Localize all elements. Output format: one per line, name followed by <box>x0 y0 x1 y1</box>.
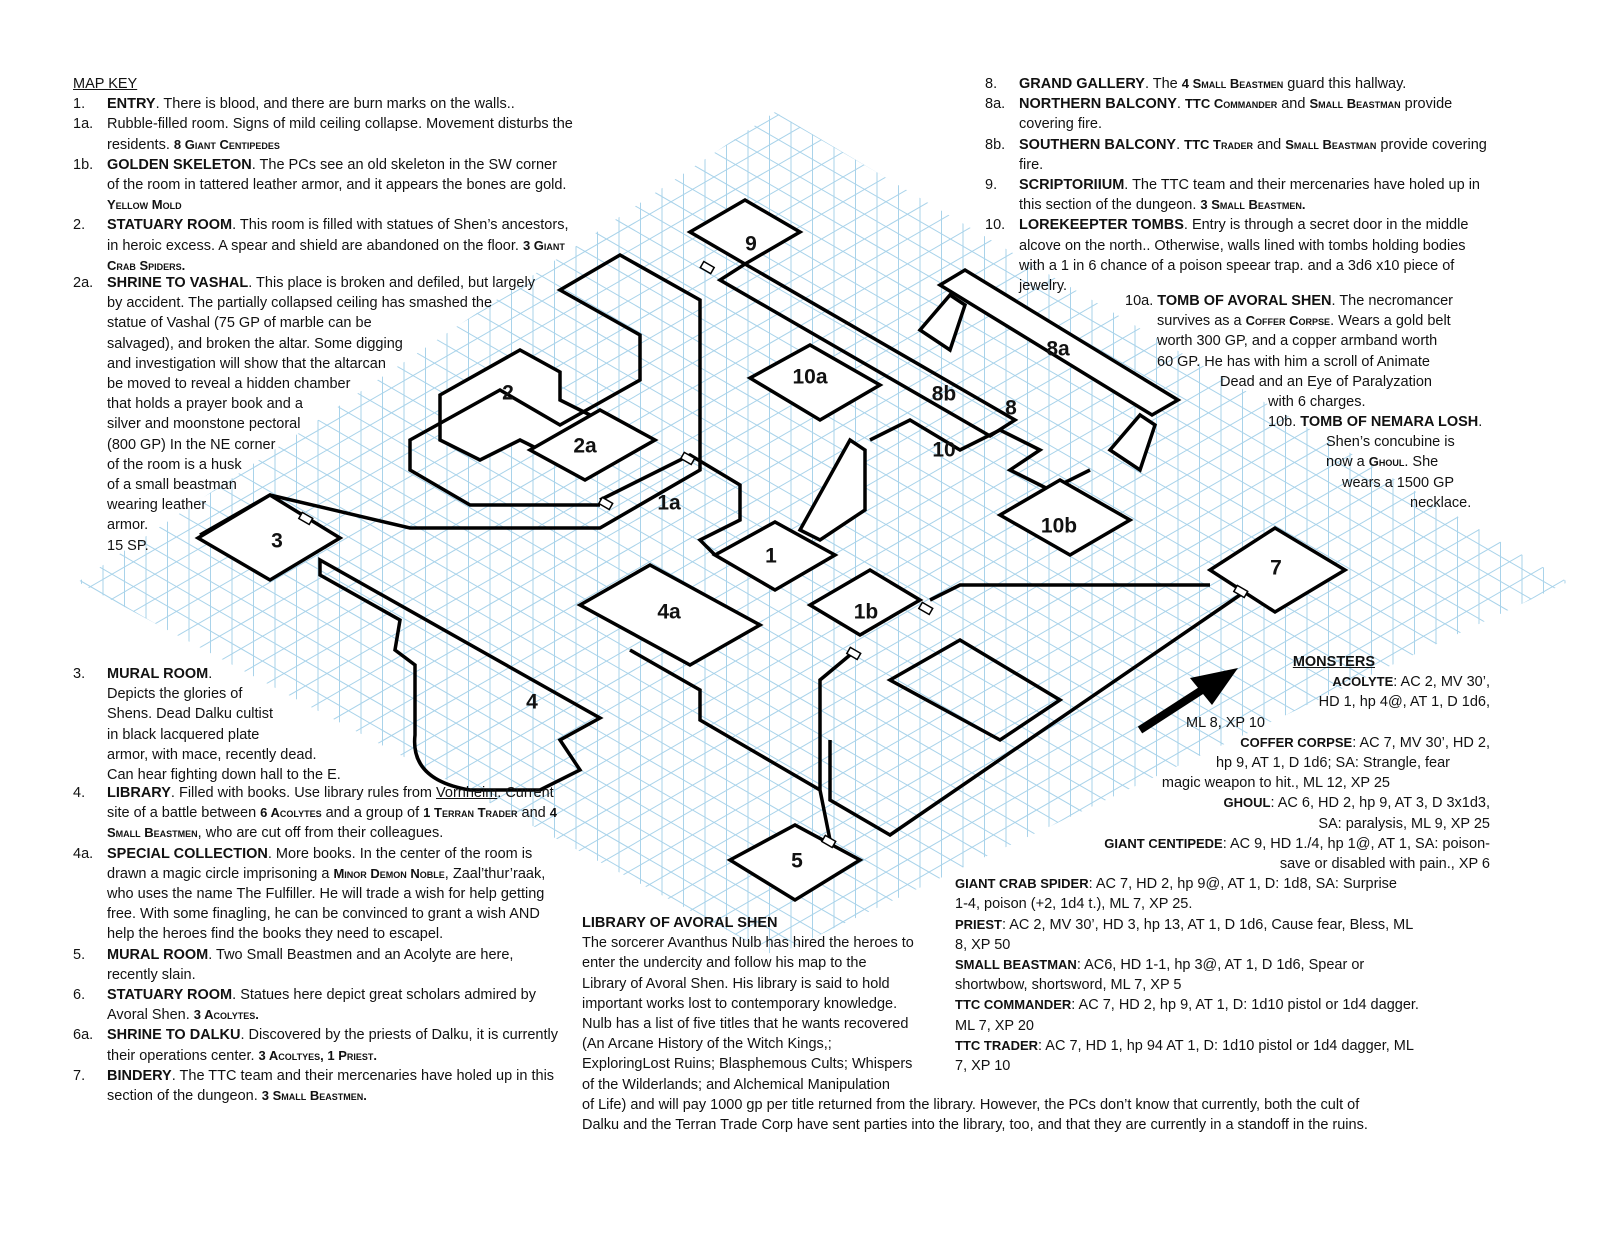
key-entry <box>73 783 565 844</box>
entry-line: in black lacquered plate <box>107 726 260 743</box>
intro-line: important works lost to contemporary knowledge. <box>582 995 898 1012</box>
entry-line: survives as a Coffer Corpse. Wears a gold belt <box>1157 313 1451 330</box>
entry-title: SPECIAL COLLECTION <box>107 845 268 862</box>
entry-title: GOLDEN SKELETON <box>107 156 252 173</box>
room-label-1: 1 <box>765 544 777 568</box>
monsters-header: MONSTERS <box>1292 654 1375 670</box>
entry-number: 2. <box>73 217 86 234</box>
monster-line: COFFER CORPSE: AC 7, MV 30’, HD 2, <box>1240 734 1490 751</box>
entry-number: 8b. <box>985 136 1006 153</box>
emphasis: ACOLYTE <box>1332 674 1394 690</box>
key-entry <box>73 155 573 216</box>
entry-body: GRAND GALLERY. The 4 Small Beastmen guard this hallway. <box>1019 76 1407 92</box>
entry-line: salvaged), and broken the altar. Some digging <box>107 335 403 352</box>
entry-title: SHRINE TO DALKU <box>107 1027 241 1044</box>
entry-monsters: Minor Demon Noble <box>333 865 445 881</box>
entry-line: (800 GP) In the NE corner <box>107 436 276 453</box>
door <box>681 452 695 464</box>
monster-line: SA: paralysis, ML 9, XP 25 <box>1318 815 1490 832</box>
entry-10b <box>1268 412 1483 513</box>
entry-monsters: 8 Giant Centipedes <box>173 136 280 152</box>
entry-body: GOLDEN SKELETON. The PCs see an old skeleton in the SW corner of the room in tattered leather armor, and it appears the bones are gold. Yellow Mold <box>107 156 567 213</box>
monster-line: SMALL BEASTMAN: AC6, HD 1-1, hp 3@, AT 1, D 1d6, Spear or <box>955 957 1365 974</box>
entry-line: with 6 charges. <box>1268 394 1366 411</box>
entry-title: NORTHERN BALCONY <box>1019 96 1177 113</box>
intro-line: Nulb has a list of five titles that he wants recovered <box>582 1016 909 1033</box>
key-entry <box>73 1066 565 1106</box>
room-label-5: 5 <box>791 849 803 873</box>
key-entry <box>985 215 1495 296</box>
key-entry <box>985 74 1495 94</box>
entry-line: now a Ghoul. She <box>1326 454 1439 471</box>
entry-monsters: Small Beastman <box>1285 136 1377 152</box>
intro-line: (An Arcane History of the Witch Kings,; <box>582 1036 832 1053</box>
entry-title: LIBRARY <box>107 785 171 801</box>
monster-line: GIANT CRAB SPIDER: AC 7, HD 2, hp 9@, AT 1, D: 1d8, SA: Surprise <box>955 876 1397 893</box>
entry-number: 6. <box>73 987 86 1004</box>
entry-monsters: TTC Trader <box>1184 136 1253 152</box>
intro-line: of the Wilderlands; and Alchemical Manipulation <box>582 1076 890 1093</box>
room-label-4a: 4a <box>657 600 681 624</box>
intro-title: LIBRARY OF AVORAL SHEN <box>582 915 778 931</box>
entry-number: 10a. <box>1125 293 1158 309</box>
key-entry <box>73 844 565 945</box>
room-label-9: 9 <box>745 232 757 256</box>
entry-line: and investigation will show that the altarcan <box>107 355 386 372</box>
monster-line: PRIEST: AC 2, MV 30’, HD 3, hp 13, AT 1, D 1d6, Cause fear, Bless, ML <box>955 916 1414 933</box>
entry-number: 10. <box>985 217 1006 234</box>
entry-body: LIBRARY. Filled with books. Use library rules from Vornheim. Current site of a battle between 6 Acolytes and a group of 1 Terran Trader and 4 Small Beastmen, who are cut off from their colleagues. <box>107 785 557 842</box>
room-label-10b: 10b <box>1040 514 1078 538</box>
entry-number: 10b. <box>1268 414 1301 430</box>
entry-title: LOREKEEPTER TOMBS <box>1019 217 1184 234</box>
emphasis: PRIEST <box>955 916 1002 932</box>
entry-line: 60 GP. He has with him a scroll of Animate <box>1157 353 1430 370</box>
emphasis: GHOUL <box>1223 795 1271 811</box>
entry-body: SPECIAL COLLECTION. More books. In the center of the room is drawn a magic circle imprisoning a Minor Demon Noble, Zaal’thur’raak, who uses the name The Fulfiller. He will trade a wish for help getting free. With some finagling, he can be convinced to grant a wish AND help the heroes find the books they need to escapel. <box>107 845 546 943</box>
entry-monsters: 6 Acolytes <box>260 805 322 821</box>
monster-line: GHOUL: AC 6, HD 2, hp 9, AT 3, D 3x1d3, <box>1223 795 1490 812</box>
entry-line: Dead and an Eye of Paralyzation <box>1220 373 1432 390</box>
monster-line: save or disabled with pain., XP 6 <box>1279 856 1490 873</box>
emphasis: GIANT CRAB SPIDER <box>955 876 1089 892</box>
entry-title: GRAND GALLERY <box>1019 76 1145 92</box>
entry-body: MURAL ROOM. Two Small Beastmen and an Acolyte are here, recently slain. <box>107 946 514 983</box>
entry-number: 5. <box>73 946 86 963</box>
entry-monsters: 4 Small Beastmen <box>1181 76 1284 91</box>
room-label-4: 4 <box>526 690 538 714</box>
entry-line: 10a. TOMB OF AVORAL SHEN. The necromancer <box>1125 293 1453 309</box>
entry-number: 1b. <box>73 156 94 173</box>
entry-title: SCRIPTORIIUM <box>1019 177 1125 194</box>
map-key-left-lower <box>73 783 565 1106</box>
entry-body: SOUTHERN BALCONY. TTC Trader and Small Beastman provide covering fire. <box>1019 136 1487 173</box>
monster-line: TTC TRADER: AC 7, HD 1, hp 94 AT 1, D: 1d10 pistol or 1d4 dagger, ML <box>955 1037 1414 1054</box>
intro-line: ExploringLost Ruins; Blasphemous Cults; Whispers <box>582 1056 913 1073</box>
entry-monsters: TTC Commander <box>1184 96 1278 112</box>
room-label-10: 10 <box>932 438 956 462</box>
entry-line: Depicts the glories of <box>107 686 243 703</box>
monster-line: ML 7, XP 20 <box>955 1017 1034 1034</box>
intro-line: The sorcerer Avanthus Nulb has hired the heroes to <box>582 935 914 952</box>
monster-line: shortwbow, shortsword, ML 7, XP 5 <box>955 977 1182 994</box>
intro-line: enter the undercity and follow his map to the <box>582 955 867 972</box>
entry-line: by accident. The partially collapsed ceiling has smashed the <box>107 295 493 312</box>
entry-number: 8. <box>985 76 998 92</box>
emphasis: TTC TRADER <box>955 1037 1039 1053</box>
entry-body: LOREKEEPTER TOMBS. Entry is through a secret door in the middle alcove on the north.. Otherwise, walls lined with tombs holding bodies with a 1 in 6 chance of a poison speear trap. and a 3d6 x10 piece of jewelry. <box>1019 217 1469 295</box>
entry-line: wearing leather <box>107 497 207 514</box>
entry-monsters: 3 Giant Crab Spiders. <box>107 237 565 273</box>
key-entry <box>985 175 1495 215</box>
intro-line: Library of Avoral Shen. His library is said to hold <box>582 975 890 992</box>
entry-body: ENTRY. There is blood, and there are burn marks on the walls.. <box>107 96 515 113</box>
entry-monsters: Yellow Mold <box>107 197 182 213</box>
entry-body: BINDERY. The TTC team and their mercenaries have holed up in this section of the dungeon. 3 Small Beastmen. <box>107 1067 555 1105</box>
entry-line: of a small beastman <box>107 477 237 494</box>
entry-title: TOMB OF AVORAL SHEN <box>1157 293 1332 309</box>
entry-monsters: 3 Small Beastmen. <box>1200 197 1306 213</box>
key-entry <box>73 215 573 276</box>
entry-body: Rubble-filled room. Signs of mild ceiling collapse. Movement disturbs the residents. 8 Giant Centipedes <box>107 116 573 153</box>
key-entry <box>985 94 1495 134</box>
entry-line: silver and moonstone pectoral <box>107 416 301 433</box>
monster-line: GIANT CENTIPEDE: AC 9, HD 1./4, hp 1@, AT 1, SA: poison- <box>1104 835 1490 852</box>
entry-line: necklace. <box>1410 494 1472 511</box>
room-label-8: 8 <box>1005 396 1017 420</box>
entry-number: 6a. <box>73 1027 94 1044</box>
room-label-1a: 1a <box>657 491 681 515</box>
entry-title: BINDERY <box>107 1067 172 1084</box>
entry-line: SHRINE TO VASHAL. This place is broken and defiled, but largely <box>107 275 535 291</box>
entry-number: 8a. <box>985 96 1006 113</box>
entry-number: 1a. <box>73 116 94 133</box>
entry-body: STATUARY ROOM. Statues here depict great scholars admired by Avoral Shen. 3 Acolytes. <box>107 987 536 1024</box>
monster-line: TTC COMMANDER: AC 7, HD 2, hp 9, AT 1, D: 1d10 pistol or 1d4 dagger. <box>955 997 1419 1014</box>
entry-line: 15 SP. <box>107 537 149 554</box>
monster-line: 7, XP 10 <box>955 1058 1011 1075</box>
entry-title: ENTRY <box>107 96 156 113</box>
entry-body: SCRIPTORIIUM. The TTC team and their mercenaries have holed up in this section of the dungeon. 3 Small Beastmen. <box>1019 177 1480 214</box>
room-label-1b: 1b <box>853 600 879 624</box>
monster-line: 8, XP 50 <box>955 936 1011 953</box>
door <box>700 262 714 274</box>
entry-monsters: 4 Small Beastmen <box>107 805 557 841</box>
entry-number: 4. <box>73 785 86 801</box>
entry-title: MURAL ROOM <box>107 946 209 963</box>
entry-monsters: 3 Small Beastmen. <box>261 1088 367 1104</box>
map-key-header: MAP KEY <box>73 76 138 92</box>
entry-title: STATUARY ROOM <box>107 217 233 234</box>
room-label-8a: 8a <box>1046 337 1070 361</box>
entry-number: 4a. <box>73 845 94 862</box>
monster-line: hp 9, AT 1, D 1d6; SA: Strangle, fear <box>1215 755 1450 772</box>
room-label-8b: 8b <box>931 382 957 406</box>
entry-number: 1. <box>73 96 86 113</box>
entry-3: 3. MURAL ROOM. Depicts the glories of Shens. Dead Dalku cultist in black lacquered plate armor, with mace, recently dead. Can hear fighting down hall to the E. <box>73 664 493 785</box>
book-title: Vornheim <box>436 785 498 801</box>
door <box>919 602 933 614</box>
map-key-right <box>985 74 1495 296</box>
entry-number: 7. <box>73 1067 86 1084</box>
key-entry <box>73 1025 565 1065</box>
key-entry <box>985 135 1495 175</box>
entry-line: worth 300 GP, and a copper armband worth <box>1157 333 1438 350</box>
emphasis: Ghoul <box>1368 454 1405 470</box>
emphasis: Coffer Corpse <box>1245 313 1331 329</box>
entry-title: SOUTHERN BALCONY <box>1019 136 1177 153</box>
emphasis: TTC COMMANDER <box>955 997 1072 1013</box>
key-entry <box>73 945 565 985</box>
entry-line: armor. <box>107 517 149 534</box>
emphasis: SMALL BEASTMAN <box>955 957 1077 973</box>
monster-line: ACOLYTE: AC 2, MV 30’, <box>1332 674 1490 691</box>
intro-line: of Life) and will pay 1000 gp per title returned from the library. However, the PCs don’t know that currently, both the cult of <box>582 1096 1360 1113</box>
stair-8a-bottom <box>1110 415 1155 470</box>
entry-body: STATUARY ROOM. This room is filled with statues of Shen’s ancestors, in heroic excess. A spear and shield are abandoned on the floor. 3 Giant Crab Spiders. <box>107 217 569 273</box>
entry-10a <box>1125 291 1505 412</box>
entry-monsters: 1 Terran Trader <box>423 805 518 821</box>
monster-line: 1-4, poison (+2, 1d4 t.), ML 7, XP 25. <box>955 896 1193 913</box>
entry-title: SHRINE TO VASHAL <box>107 275 249 291</box>
key-entry <box>73 94 573 114</box>
room-label-10a: 10a <box>792 365 828 389</box>
room-label-3: 3 <box>271 529 283 553</box>
entry-line: of the room is a husk <box>107 456 242 473</box>
map-key-left <box>73 74 573 276</box>
entry-2a: 2a. SHRINE TO VASHAL. This place is broken and defiled, but largely by accident. The partially collapsed ceiling has smashed the statue of Vashal (75 GP of marble can be salvaged), and broken the altar. Some digging and investigation will show that the altarcan be moved to reveal a hidden chamber that holds a prayer book and a silver and moonstone pectoral (800 GP) In the NE corner of the room is a husk of a small beastman wearing leather armor. 15 SP. <box>73 273 593 556</box>
room-label-2a: 2a <box>573 434 597 458</box>
entry-line: wears a 1500 GP <box>1342 474 1455 491</box>
entry-body: SHRINE TO DALKU. Discovered by the priests of Dalku, it is currently their operations center. 3 Acoltyes, 1 Priest. <box>107 1027 558 1064</box>
room-label-2: 2 <box>502 381 514 405</box>
entry-body: NORTHERN BALCONY. TTC Commander and Small Beastman provide covering fire. <box>1019 96 1453 133</box>
entry-monsters: 3 Acolytes. <box>193 1007 259 1023</box>
stair-8a-top <box>920 295 965 350</box>
key-entry <box>73 985 565 1025</box>
intro-line: Dalku and the Terran Trade Corp have sent parties into the library, too, and that they are currently in a standoff in the ruins. <box>582 1117 1368 1134</box>
entry-title: STATUARY ROOM <box>107 987 233 1004</box>
entry-line: armor, with mace, recently dead. <box>107 746 317 763</box>
emphasis: COFFER CORPSE <box>1240 734 1353 750</box>
emphasis: GIANT CENTIPEDE <box>1104 835 1223 851</box>
entry-line: statue of Vashal (75 GP of marble can be <box>107 315 372 332</box>
entry-monsters: 3 Acoltyes, 1 Priest. <box>258 1047 377 1063</box>
monster-line: ML 8, XP 10 <box>1186 714 1265 731</box>
entry-line: be moved to reveal a hidden chamber <box>107 376 351 393</box>
entry-line: MURAL ROOM. <box>107 666 213 682</box>
entry-line: Shen’s concubine is <box>1326 434 1455 451</box>
intro-block <box>582 913 1502 1135</box>
entry-line: that holds a prayer book and a <box>107 396 303 413</box>
monster-line: magic weapon to hit., ML 12, XP 25 <box>1161 775 1390 792</box>
room-label-7: 7 <box>1270 556 1282 580</box>
entry-line: 10b. TOMB OF NEMARA LOSH. <box>1268 414 1483 430</box>
entry-title: TOMB OF NEMARA LOSH <box>1300 414 1479 430</box>
monster-line: HD 1, hp 4@, AT 1, D 1d6, <box>1318 694 1490 711</box>
entry-title: MURAL ROOM <box>107 666 209 682</box>
entry-monsters: Small Beastman <box>1309 96 1401 112</box>
entry-line: Shens. Dead Dalku cultist <box>107 706 274 723</box>
entry-line: Can hear fighting down hall to the E. <box>107 767 341 784</box>
entry-number: 9. <box>985 177 998 194</box>
key-entry <box>73 114 573 154</box>
door <box>599 497 613 509</box>
